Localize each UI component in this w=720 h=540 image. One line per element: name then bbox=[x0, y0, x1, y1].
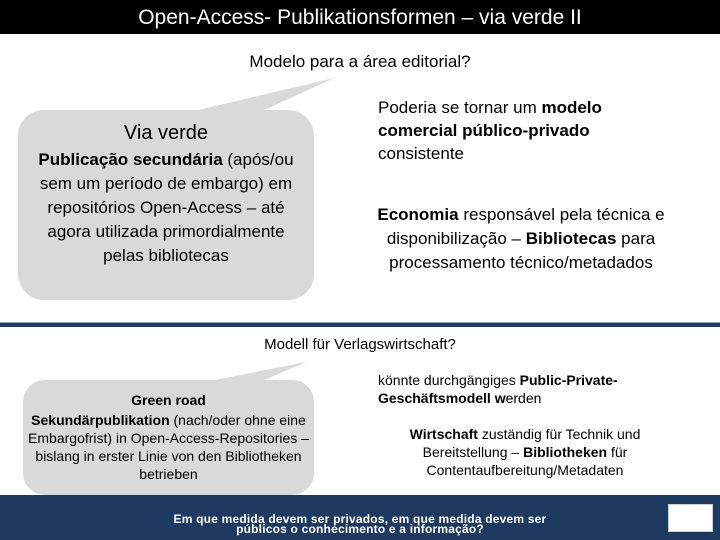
statement-model-de-bold: Public-Private-Geschäftsmodell w bbox=[378, 372, 618, 406]
statement-model-pt bbox=[378, 96, 678, 165]
statement-roles-pt-bold2: Bibliotecas bbox=[525, 229, 617, 248]
statement-roles-de bbox=[380, 425, 670, 479]
statement-roles-de-bold1: Wirtschaft bbox=[409, 426, 478, 442]
bubble-text-pt bbox=[26, 148, 306, 268]
bubble-text-de bbox=[27, 411, 310, 483]
bubble-heading-de: Green road bbox=[131, 392, 206, 408]
question-de: Modell für Verlagswirtschaft? bbox=[264, 336, 456, 353]
statement-model-de bbox=[378, 371, 678, 407]
footer-logo-box bbox=[668, 504, 713, 532]
bubble-bold-de: Sekundärpublikation bbox=[31, 412, 170, 428]
slide-title: Open-Access- Publikationsformen – via verde II bbox=[0, 0, 720, 34]
statement-roles-de-post: für Contentaufbereitung/Metadaten bbox=[426, 444, 628, 478]
footer-bar bbox=[0, 495, 720, 540]
footer-question bbox=[155, 514, 565, 534]
bubble-heading-pt: Via verde bbox=[123, 122, 209, 144]
statement-roles-pt-mid: responsável pela técnica e disponibilização – bbox=[386, 205, 665, 248]
question-pt: Modelo para a área editorial? bbox=[249, 52, 471, 71]
statement-model-pt-pre: Poderia se tornar um bbox=[378, 98, 542, 117]
statement-roles-pt-post: para processamento técnico/metadados bbox=[389, 229, 656, 272]
statement-roles-de-bold2: Bibliotheken bbox=[523, 444, 608, 460]
section-divider bbox=[0, 322, 720, 327]
statement-roles-de-mid: zuständig für Technik und Bereitstellung – bbox=[422, 426, 641, 460]
footer-line-1: Em que medida devem ser privados, em que medida devem ser bbox=[173, 512, 547, 526]
bubble-body-pt: (após/ou sem um período de embargo) em repositórios Open-Access – até agora utilizada primordialmente pelas bibliotecas bbox=[39, 150, 294, 265]
footer-line-2: públicos o conhecimento e a informação? bbox=[236, 522, 484, 536]
bubble-bold-pt: Publicação secundária bbox=[38, 150, 223, 169]
speech-bubble-via-verde bbox=[18, 110, 314, 300]
statement-model-de-post: erden bbox=[505, 390, 542, 406]
bubble-body-de: (nach/oder ohne eine Embargofrist) in Open-Access-Repositories – bislang in erster Linie von den Bibliotheken betrieben bbox=[28, 412, 309, 482]
statement-roles-pt-bold1: Economia bbox=[377, 205, 459, 224]
speech-bubble-green-road bbox=[23, 380, 314, 495]
statement-roles-pt bbox=[356, 203, 686, 275]
statement-model-pt-bold: modelo comercial público-privado bbox=[378, 98, 602, 140]
statement-model-pt-post: consistente bbox=[378, 144, 464, 163]
statement-model-de-pre: könnte durchgängiges bbox=[378, 372, 520, 388]
